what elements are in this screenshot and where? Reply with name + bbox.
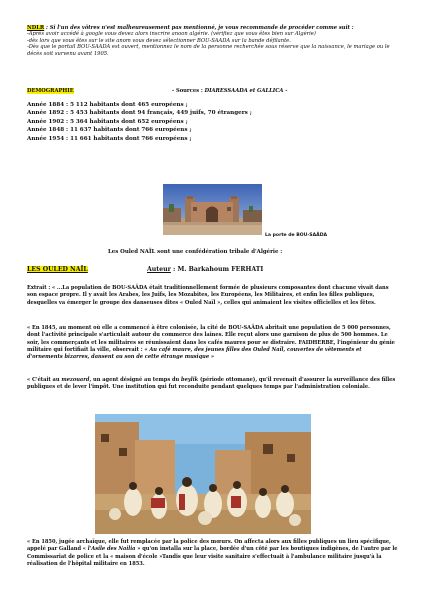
paragraph-1850: « En 1850, jugée archaïque, elle fut remplacée par la police des mœurs. On affecta alors aux filles publiques un lieu spécifique, appelé par Galland « l'Asile des Nailia » qu'on installa sur la place, bordée d'un côté par les boutiques indigènes, de l'autre par le Commissariat de police et la « maison d'école »Tandis que leur visite sanitaire s'effectuait à l'ambulance militaire jusqu'à la réalisation de l'hôpital militaire en 1853. <box>27 539 398 567</box>
note-line-1: NDLR : Si l'un des vôtres n'est malheureusement pas mentionné, je vous recommande de procéder comme suit : <box>27 25 354 31</box>
photo-caption-gate: La porte de BOU-SAÂDA <box>265 233 328 238</box>
ouled-heading-row <box>27 266 264 273</box>
paragraph-mezouard: « C'était au mezouard, un agent désigné au temps du beylik (période ottomane), qu'il revenait d'assurer la surveillance des filles publiques et de lever l'impôt. Une institution qui fut reconduite pendant quelques temps par l'administration coloniale. <box>27 377 396 391</box>
ouled-nail-dancers-photo <box>95 414 311 534</box>
sources-names: DIARESSAADA et GALLICA <box>204 88 284 94</box>
stat-row: Année 1892 : 5 453 habitants dont 94 français, 449 juifs, 70 étrangers ; <box>27 110 252 117</box>
stat-row: Année 1954 : 11 661 habitants dont 766 européens ; <box>27 135 192 142</box>
demography-heading-row <box>27 88 402 94</box>
stat-row: Année 1902 : 5 364 habitants dont 652 européens ; <box>27 118 188 125</box>
ndlr-label: NDLR <box>27 25 45 31</box>
author-line: Auteur : M. Barkahoum FERHATI <box>147 266 264 273</box>
faidherbe-quote: « Au café maure, des jeunes filles des Ouled Naïl, couvertes de vêtements et d'ornements bizarres, dansent au son de cette étrange musique » <box>27 346 362 361</box>
note-line-2: -Après avoir accédé à google vous devez alors inscrire anoon algérie. (vérifiez que vous êtes bien sur Algérie) <box>27 31 316 38</box>
note-line-3: -dès lors que vous êtes sur le site anom vous devez sélectionner BOU-SAADA sur la bande défilante. <box>27 37 291 44</box>
editor-note <box>27 25 402 57</box>
demography-label: DEMOGRAPHIE <box>27 88 74 94</box>
city-gate-photo <box>163 184 262 235</box>
ouled-heading: LES OULED NAÏL <box>27 266 88 273</box>
stat-row: Année 1848 : 11 637 habitants dont 766 européens ; <box>27 127 192 134</box>
paragraph-extract: Extrait : « ...La population de BOU-SAÂDA était traditionnellement formée de plusieurs composantes dont chacune vivait dans son espace propre. Il y avait les Arabes, les Juifs, les Mozabites, les Européens, les Militaires, et enfin les filles publiques, desquelles va émerger le groupe des danseuses dites « Ouled Naïl », celles qui animaient les visites officielles et les fêtes. <box>27 285 389 306</box>
note-line-4: -Dès que le portail BOU-SAADA est ouvert, mentionnez le nom de la personne recherchée sous réserve que la naissance, le mariage ou le décès soit survenu avant 1905. <box>27 44 390 57</box>
stat-row: Année 1884 : 5 112 habitants dont 465 européens ; <box>27 102 188 108</box>
paragraph-1845: « En 1845, au moment où elle a commencé à être colonisée, la cité de BOU-SAÂDA abritait une population de 5 000 personnes, dont l'activité principale s'articulait autour du commerce des laines. Elle reçut alors une garnison de plus de 500 hommes. Le soir, les commerçants et les militaires se réunissaient dans les cafés maures pour se distraire. FAIDHERBE, l'ingénieur du génie militaire qui fortifiait la ville, observait : « Au café maure, des jeunes filles des Ouled Naïl, couvertes de vêtements et d'ornements bizarres, dansent au son de cette étrange musique » <box>27 325 395 361</box>
population-stats <box>27 101 327 143</box>
sources-line: - Sources : DIARESSAADA et GALLICA - <box>172 88 288 94</box>
tribal-statement: Les Ouled NAÏL sont une confédération tribale d'Algérie : <box>108 249 283 255</box>
